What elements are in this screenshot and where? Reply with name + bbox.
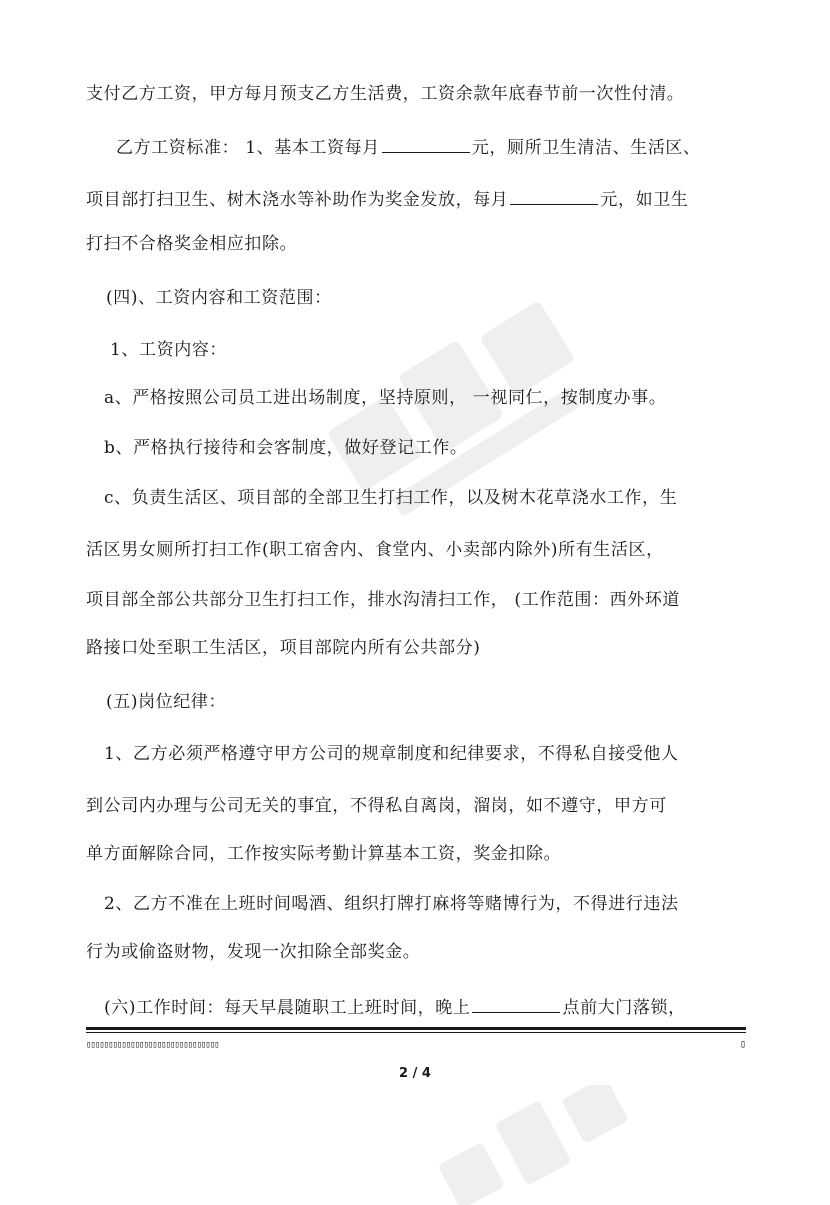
body-line-5-1c: [86, 842, 766, 866]
page-number: 2 / 4: [399, 1066, 431, 1081]
body-text: (六)工作时间：每天早晨随职工上班时间，晚上: [104, 998, 471, 1018]
body-line-2: [116, 134, 796, 160]
body-text: c、负责生活区、项目部的全部卫生打扫工作，以及树木花草浇水工作，生: [104, 488, 678, 508]
footer-rule-thin: [86, 1032, 746, 1033]
body-line-c2: [86, 538, 766, 562]
body-text: 行为或偷盗财物，发现一次扣除全部奖金。: [86, 942, 421, 962]
fill-in-blank: [472, 994, 560, 1013]
body-text: 元，如卫生: [600, 190, 689, 210]
heading-text: 1、工资内容：: [110, 340, 228, 360]
body-line-5-1a: [104, 742, 784, 766]
section-heading-6: [104, 994, 784, 1020]
body-line-b: [104, 436, 784, 460]
body-text: 打扫不合格奖金相应扣除。: [86, 234, 298, 254]
body-line-c4: [86, 636, 766, 660]
body-text: 2、乙方不准在上班时间喝酒、组织打牌打麻将等赌博行为，不得进行违法: [104, 894, 679, 914]
body-line-c1: [104, 486, 784, 510]
heading-text: (五)岗位纪律：: [106, 692, 227, 712]
body-line-a: [104, 386, 784, 410]
footer-right-text: ▯: [740, 1039, 747, 1050]
body-text: 单方面解除合同，工作按实际考勤计算基本工资，奖金扣除。: [86, 844, 562, 864]
body-line-5-1b: [86, 794, 766, 818]
footer-rule: [86, 1027, 746, 1030]
fill-in-blank: [510, 186, 598, 205]
body-line-5-2a: [104, 892, 784, 916]
body-text: 路接口处至职工生活区，项目部院内所有公共部分): [86, 638, 481, 658]
body-text: 点前大门落锁，: [562, 998, 686, 1018]
section-heading-5: [106, 690, 786, 714]
body-text: b、严格执行接待和会客制度，做好登记工作。: [104, 438, 468, 458]
watermark-logo: [300, 290, 620, 550]
body-line-4: [86, 232, 766, 256]
body-line-1: [86, 82, 766, 106]
fill-in-blank: [382, 134, 470, 153]
body-line-5-2b: [86, 940, 766, 964]
heading-text: (四)、工资内容和工资范围：: [106, 288, 332, 308]
body-text: 乙方工资标准： 1、基本工资每月: [116, 138, 380, 158]
body-text: a、严格按照公司员工进出场制度，坚持原则， 一视同仁，按制度办事。: [104, 388, 667, 408]
body-text: 项目部全部公共部分卫生打扫工作，排水沟清扫工作， (工作范围：西外环道: [86, 590, 681, 610]
section-heading-4: [106, 286, 786, 310]
watermark-logo-bottom: [420, 1085, 660, 1205]
body-text: 1、乙方必须严格遵守甲方公司的规章制度和纪律要求，不得私自接受他人: [104, 744, 679, 764]
body-text: 活区男女厕所打扫工作(职工宿舍内、食堂内、小卖部内除外)所有生活区，: [86, 540, 664, 560]
body-text: 到公司内办理与公司无关的事宜，不得私自离岗，溜岗，如不遵守，甲方可: [86, 796, 667, 816]
body-text: 元，厕所卫生清洁、生活区、: [471, 138, 701, 158]
body-line-c3: [86, 588, 766, 612]
body-text: 项目部打扫卫生、树木浇水等补助作为奖金发放，每月: [86, 190, 509, 210]
body-line-3: [86, 186, 766, 212]
body-text: 支付乙方工资，甲方每月预支乙方生活费，工资余款年底春节前一次性付清。: [86, 84, 685, 104]
subheading-wage-content: [110, 338, 790, 362]
footer-left-text: ▯▯▯▯▯▯▯▯▯▯▯▯▯▯▯▯▯▯▯▯▯▯▯▯▯▯▯▯▯▯: [86, 1040, 219, 1050]
